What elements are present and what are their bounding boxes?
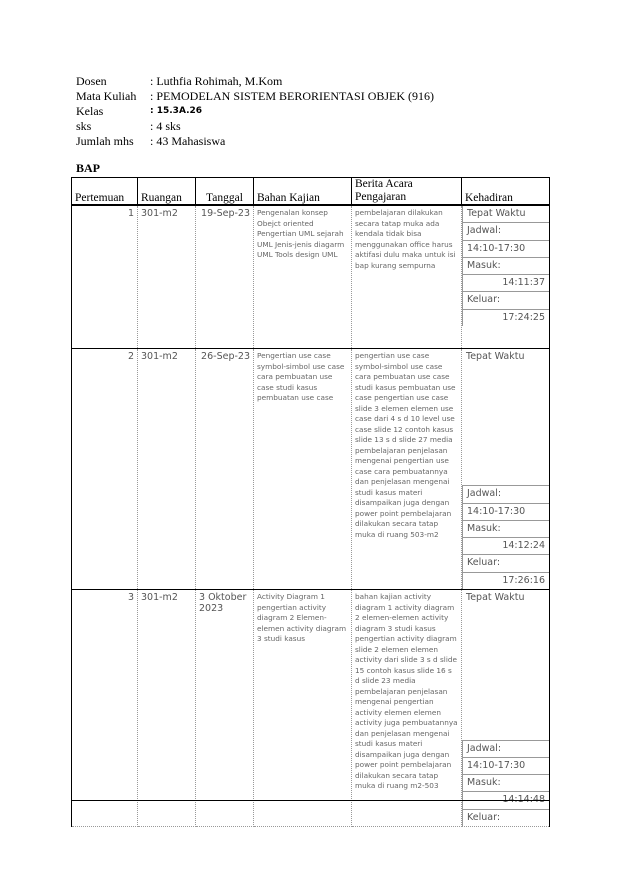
keluar-label: Keluar: [462,555,549,572]
jumlah-value: : 43 Mahasiswa [150,134,226,148]
matkul-value: : PEMODELAN SISTEM BERORIENTASI OBJEK (916) [150,89,435,103]
pertemuan-cell: 2 [72,349,138,590]
dosen-label: Dosen [76,74,107,88]
masuk-label: Masuk: [462,521,549,538]
keluar-label: Keluar: [462,810,549,826]
keluar-value: 17:24:25 [462,310,549,326]
masuk-value: 14:12:24 [462,538,549,555]
ruangan-cell: 301-m2 [138,205,196,349]
keluar-value: 17:26:16 [462,573,549,589]
header-pertemuan: Pertemuan [72,178,138,206]
jadwal-label: Jadwal: [462,485,549,503]
header-kehadiran: Kehadiran [462,178,550,206]
sks-label: sks [76,119,92,133]
pertemuan-cell: 1 [72,205,138,349]
kelas-value: : 15.3A.26 [150,106,203,116]
kelas-label: Kelas [76,104,104,118]
bap-table [71,177,550,827]
jadwal-label: Jadwal: [462,740,549,758]
tanggal-cell: 26-Sep-23 [196,349,254,590]
course-info [76,74,434,149]
table-row [72,349,550,590]
berita-cell: bahan kajian activity diagram 1 activity diagram 2 elemen-elemen activity diagram 3 studi kasus pengertian activity diagram slide 2 elemen elemen activity dari slide 3 s d slide 15 contoh kasus slide 16 s d slide 23 media pembelajaran penjelasan mengenai pengertian activity elemen elemen activity juga pembuatannya dan penjelasan mengenai studi kasus materi disampaikan juga dengan power point pembelajaran dilakukan secara tatap muka di ruang m2-503 [352,590,462,827]
table-row [72,590,550,827]
table-bottom-border [71,800,549,801]
tanggal-cell: 19-Sep-23 [196,205,254,349]
bap-title: BAP [76,161,100,175]
berita-cell: pengertian use case symbol-simbol use case cara pembuatan use case studi kasus pembuatan use case pengertian use case slide 3 elemen elemen use case dari 4 s d 10 level use case slide 12 contoh kasus slide 13 s d slide 27 media pembelajaran penjelasan mengenai pengertian use case cara pembuatannya dan penjelasan mengenai studi kasus materi disampaikan juga dengan power point pembelajaran dilakukan secara tatap muka di ruang 503-m2 [352,349,462,590]
bahan-cell: Pengertian use case symbol-simbol use case cara pembuatan use case studi kasus pembuatan use case [254,349,352,590]
tanggal-cell: 3 Oktober 2023 [196,590,254,827]
header-ruangan: Ruangan [138,178,196,206]
ruangan-cell: 301-m2 [138,349,196,590]
bahan-cell: Pengenalan konsep Obejct oriented Pengertian UML sejarah UML Jenis-jenis diagarm UML Tools design UML [254,205,352,349]
masuk-value: 14:14:48 [462,792,549,809]
table-header-row [72,178,550,206]
kelas-row [76,104,434,119]
table-row [72,205,550,349]
pertemuan-cell: 3 [72,590,138,827]
sks-value: : 4 sks [150,119,181,133]
matkul-label: Mata Kuliah [76,89,137,103]
dosen-row [76,74,434,89]
sks-row [76,119,434,134]
kehadiran-cell [462,590,550,827]
kehadiran-cell [462,349,550,590]
keluar-label: Keluar: [462,292,549,309]
header-bahan: Bahan Kajian [254,178,352,206]
jumlah-label: Jumlah mhs [76,134,134,148]
status-text: Tepat Waktu [462,206,549,223]
status-text: Tepat Waktu [466,592,525,603]
masuk-value: 14:11:37 [462,275,549,292]
jumlah-row [76,134,434,149]
berita-cell: pembelajaran dilakukan secara tatap muka ada kendala tidak bisa menggunakan office harus aktifasi dulu maka untuk isi bap kurang sempurna [352,205,462,349]
kehadiran-cell [462,205,550,349]
header-tanggal: Tanggal [196,178,254,206]
jadwal-value: 14:10-17:30 [462,758,549,775]
matkul-row [76,89,434,104]
dosen-value: : Luthfia Rohimah, M.Kom [150,74,283,88]
jadwal-value: 14:10-17:30 [462,504,549,521]
masuk-label: Masuk: [462,775,549,792]
bahan-cell: Activity Diagram 1 pengertian activity diagram 2 Elemen-elemen activity diagram 3 studi kasus [254,590,352,827]
header-berita: Berita Acara Pengajaran [352,178,462,206]
jadwal-label: Jadwal: [462,223,549,240]
jadwal-value: 14:10-17:30 [462,241,549,258]
ruangan-cell: 301-m2 [138,590,196,827]
status-text: Tepat Waktu [466,351,525,362]
masuk-label: Masuk: [462,258,549,275]
